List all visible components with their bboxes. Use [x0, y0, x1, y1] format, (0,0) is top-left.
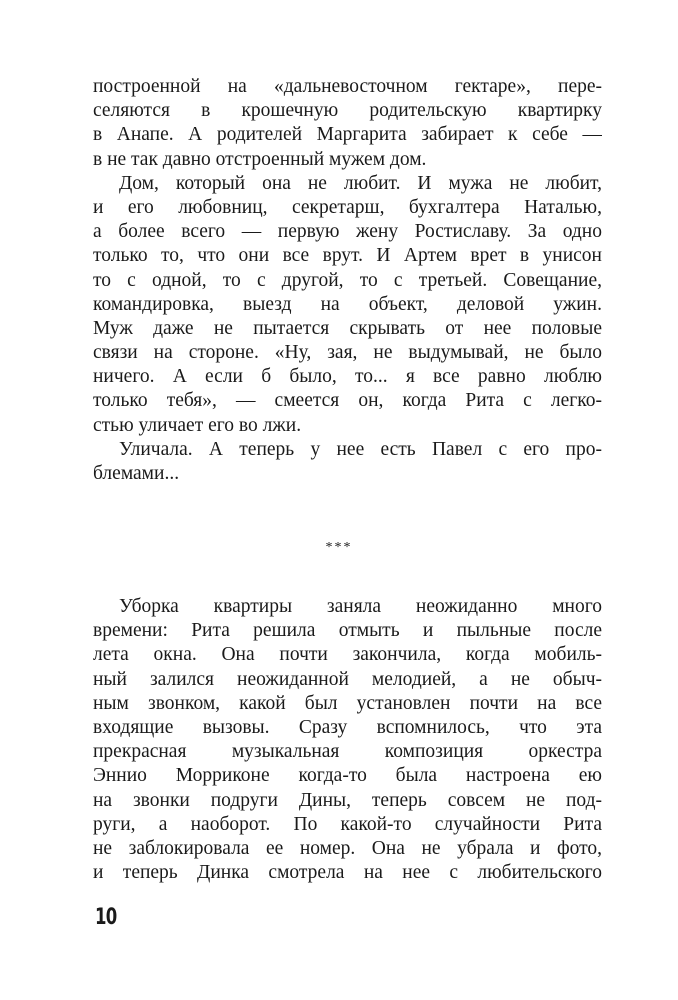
text-line: лета окна. Она почти закончила, когда мобиль- — [93, 644, 602, 666]
text-line: Дом, который она не любит. И мужа не любит, — [119, 172, 602, 194]
text-block-top — [93, 75, 602, 486]
text-line: связи на стороне. «Ну, зая, не выдумывай, не было — [93, 342, 602, 364]
text-line: командировка, выезд на объект, деловой ужин. — [93, 293, 602, 315]
text-line: селяются в крошечную родительскую квартирку — [93, 100, 602, 122]
text-line: построенной на «дальневосточном гектаре», пере- — [93, 76, 602, 97]
text-line: ный залился неожиданной мелодией, а не обыч- — [93, 668, 602, 690]
page-number: 10 — [95, 905, 117, 930]
text-line: на звонки подруги Дины, теперь совсем не под- — [93, 789, 602, 811]
text-line: Уборка квартиры заняла неожиданно много — [119, 596, 602, 617]
text-line: Уличала. А теперь у нее есть Павел с его про- — [119, 438, 602, 460]
text-line: входящие вызовы. Сразу вспомнилось, что эта — [93, 716, 602, 738]
text-line: времени: Рита решила отмыть и пыльные после — [93, 620, 602, 642]
text-line: прекрасная музыкальная композиция оркестра — [93, 741, 602, 763]
text-line: в не так давно отстроенный мужем дом. — [93, 148, 427, 170]
text-line: то с одной, то с другой, то с третьей. Совещание, — [93, 269, 602, 291]
text-line: Эннио Морриконе когда-то была настроена ею — [93, 765, 602, 787]
text-line: стью уличает его во лжи. — [93, 414, 302, 436]
text-line: только то, что они все врут. И Артем врет в унисон — [93, 245, 602, 267]
text-line: в Анапе. А родителей Маргарита забирает к себе — — [93, 124, 602, 146]
text-line: только тебя», — смеется он, когда Рита с легко- — [93, 390, 602, 412]
text-line: не заблокировала ее номер. Она не убрала и фото, — [93, 837, 602, 859]
text-line: блемами... — [93, 463, 180, 484]
text-line: руги, а наоборот. По какой-то случайности Рита — [93, 813, 602, 835]
text-line: ничего. А если б было, то... я все равно люблю — [93, 366, 602, 388]
text-line: и его любовниц, секретарш, бухгалтера Наталью, — [93, 196, 602, 218]
text-line: ным звонком, какой был установлен почти на все — [93, 692, 602, 714]
section-separator: *** — [325, 540, 353, 555]
text-line: Муж даже не пытается скрывать от нее половые — [93, 317, 602, 339]
text-line: а более всего — первую жену Ростиславу. За одно — [93, 221, 602, 243]
text-block-bottom — [93, 595, 602, 885]
text-line: и теперь Динка смотрела на нее с любительского — [93, 862, 602, 884]
